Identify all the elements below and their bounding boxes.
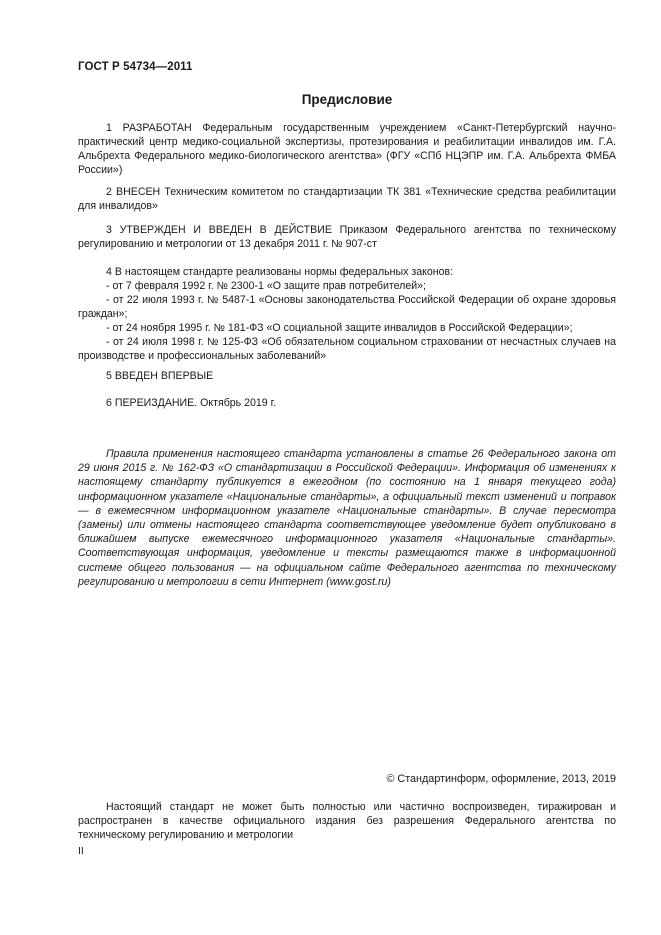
law-list-item: - от 7 февраля 1992 г. № 2300-1 «О защите прав потребителей»; (106, 280, 426, 292)
item-4-text: 4 В настоящем стандарте реализованы нормы федеральных законов: (106, 266, 454, 278)
item-6-text: 6 ПЕРЕИЗДАНИЕ. Октябрь 2019 г. (106, 397, 277, 409)
law-list-item: - от 24 ноября 1995 г. № 181-ФЗ «О социальной защите инвалидов в Российской Федерации»; (106, 322, 573, 334)
item-5-first-introduced (78, 369, 616, 383)
copyright-notice: © Стандартинформ, оформление, 2013, 2019 (386, 773, 616, 785)
item-3-approved (78, 223, 616, 251)
item-4-laws (78, 265, 616, 363)
item-1-text: 1 РАЗРАБОТАН Федеральным государственным учреждением «Санкт-Петербургский научно-практический центр медико-социальной экспертизы, протезирования и реабилитации инвалидов им. Г.А. Альбрехта Федерального медико-биологического агентства» (ФГУ «СПб НЦЭПР им. Г.А. Альбрехта ФМБА России») (78, 122, 616, 176)
reproduction-notice: Настоящий стандарт не может быть полностью или частично воспроизведен, тиражирован и распространен в качестве официального издания без разрешения Федерального агентства по техническому регулированию и метрологии (78, 801, 616, 841)
item-3-text: 3 УТВЕРЖДЕН И ВВЕДЕН В ДЕЙСТВИЕ Приказом Федерального агентства по техническому регулированию и метрологии от 13 декабря 2011 г. № 907-ст (78, 224, 616, 250)
item-1-developed (78, 121, 616, 177)
item-2-text: 2 ВНЕСЕН Техническим комитетом по стандартизации ТК 381 «Технические средства реабилитации для инвалидов» (78, 186, 616, 212)
item-6-reissue (78, 396, 616, 410)
page-number: II (78, 845, 84, 857)
application-rules-note: Правила применения настоящего стандарта установлены в статье 26 Федерального закона от 29 июня 2015 г. № 162-ФЗ «О стандартизации в Российской Федерации». Информация об изменениях к настоящему стандарту публикуется в ежегодном (по состоянию на 1 января текущего года) информационном указателе «Национальные стандарты», а официальный текст изменений и поправок — в ежемесячном информационном указателе «Национальные стандарты». В случае пересмотра (замены) или отмены настоящего стандарта соответствующее уведомление будет опубликовано в ближайшем выпуске ежемесячного информационного указателя «Национальные стандарты». Соответствующая информация, уведомление и тексты размещаются также в информационной системе общего пользования — на официальном сайте Федерального агентства по техническому регулированию и метрологии в сети Интернет (www.gost.ru) (78, 448, 616, 588)
item-5-text: 5 ВВЕДЕН ВПЕРВЫЕ (106, 370, 214, 382)
item-2-introduced (78, 185, 616, 213)
law-list-item: - от 22 июля 1993 г. № 5487-1 «Основы законодательства Российской Федерации об охране здоровья граждан»; (78, 294, 616, 320)
law-list-item: - от 24 июля 1998 г. № 125-ФЗ «Об обязательном социальном страховании от несчастных случаев на производстве и профессиональных заболеваний» (78, 336, 616, 362)
standard-code-header: ГОСТ Р 54734—2011 (78, 61, 193, 73)
page-title: Предисловие (301, 92, 393, 107)
